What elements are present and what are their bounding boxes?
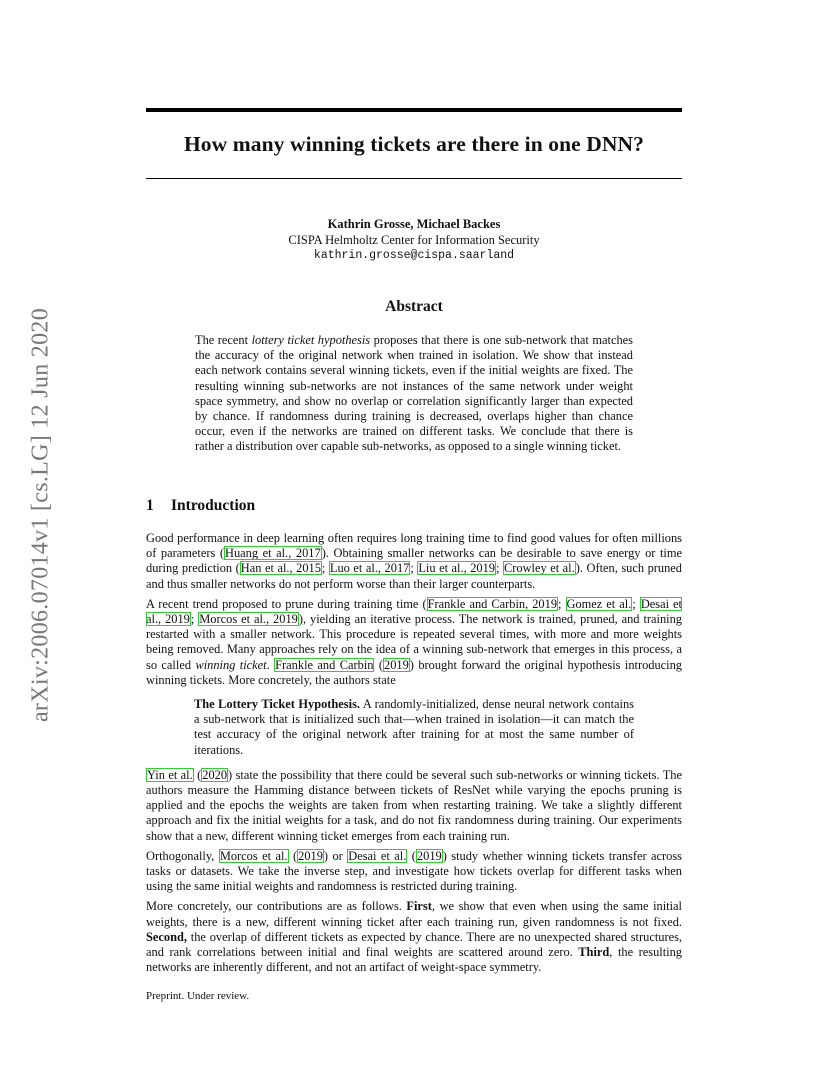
paragraph-1 (146, 531, 682, 592)
paragraph-2 (146, 597, 682, 688)
text: ; (558, 596, 566, 611)
paragraph-4 (146, 849, 682, 895)
text: ) or (323, 848, 348, 863)
text: ) study whether winning tickets transfer across tasks or datasets. We take the inverse step, and investigate how tickets overlap for different tasks when using the same initial weights and randomness is restricted during training. (146, 848, 683, 894)
footer-note: Preprint. Under review. (146, 990, 250, 1002)
abstract-text (195, 333, 633, 455)
citation-link[interactable]: Yin et al. (147, 767, 193, 782)
text: ; (321, 561, 329, 576)
citation-link[interactable]: Han et al., 2015 (240, 561, 321, 576)
text: ). Obtaining smaller networks can be desirable to save energy or time during prediction ( (146, 546, 683, 576)
citation-link[interactable]: Gomez et al. (566, 596, 632, 611)
citation-link[interactable]: Liu et al., 2019 (418, 561, 496, 576)
text: ), yielding an iterative process. The network is trained, pruned, and training restarted with a smaller network. This procedure is repeated several times, with more and more weights being removed. Many approaches rely on the idea of a winning sub-network that emerges in this process, a so called (146, 612, 682, 672)
bold-text: Third (578, 945, 610, 960)
abstract-part: proposes that there is one sub-network that matches the accuracy of the original network when trained in isolation. We show that instead each network contains several winning tickets, even if the initial weights are fixed. The resulting winning sub-networks are not instances of the same network under weight space symmetry, and show no overlap or correlation significantly larger than expected by chance. If randomness during training is decreased, overlaps higher than chance occur, even if the networks are trained on different tasks. We conclude that there is rather a distribution over capable sub-networks, as opposed to a single winning ticket. (195, 333, 633, 454)
author-names: Kathrin Grosse, Michael Backes (327, 217, 501, 231)
arxiv-identifier: arXiv:2006.07014v1 [cs.LG] 12 Jun 2020 (27, 307, 54, 723)
citation-link[interactable]: Luo et al., 2017 (329, 561, 410, 576)
author-block (146, 216, 682, 264)
bold-text: First (406, 899, 432, 914)
text: ; (190, 612, 199, 627)
citation-link[interactable]: Morcos et al., 2019 (199, 612, 298, 627)
text: ( (193, 767, 202, 782)
author-affiliation: CISPA Helmholtz Center for Information Security (288, 233, 540, 247)
quote-text: A randomly-initialized, dense neural network contains a sub-network that is initialized such that—when trained in isolation—it can match the test accuracy of the original network after training for at most the same number of iterations. (194, 697, 634, 757)
text: ). Often, such pruned and thus smaller networks do not perform worse than their larger counterparts. (146, 561, 682, 591)
title-top-rule (146, 108, 682, 112)
citation-link[interactable]: 2019 (416, 848, 442, 863)
abstract-emphasis: lottery ticket hypothesis (251, 333, 371, 347)
citation-link[interactable]: Frankle and Carbin, 2019 (427, 596, 558, 611)
paragraph-5 (146, 899, 682, 975)
bold-text: Second, (146, 929, 187, 944)
emphasis: winning ticket (195, 657, 267, 672)
text: ) brought forward the original hypothesis introducing winning tickets. More concretely, the authors state (146, 657, 683, 687)
citation-link[interactable]: Desai et al. (348, 848, 407, 863)
text: ; (632, 596, 640, 611)
title-bottom-rule (146, 178, 682, 179)
citation-link[interactable]: 2019 (384, 657, 409, 672)
text: More concretely, our contributions are as follows. (146, 899, 407, 914)
citation-link[interactable]: Desai et al., 2019 (146, 596, 682, 627)
paper-title: How many winning tickets are there in one DNN? (183, 132, 645, 156)
text: ; (496, 561, 503, 576)
arxiv-sidebar-stamp (26, 280, 56, 750)
text: ) state the possibility that there could be several such sub-networks or winning tickets. The authors measure the Hamming distance between tickets of ResNet while varying the epochs pruning is applied and the epochs the weights are taken from when restarting training. We take a slightly different approach and fix the initial weights for a task, and do not fix randomness during training. Our experiments show that a new, different winning ticket emerges from each training run. (146, 767, 682, 843)
text: , we show that even when using the same initial weights, there is a new, different winning ticket after each training run, given randomness is not fixed. (146, 899, 682, 929)
abstract-heading: Abstract (385, 298, 443, 315)
section-title: Introduction (171, 497, 256, 514)
section-heading (146, 497, 255, 515)
text: Orthogonally, (146, 848, 219, 863)
paragraph-3 (146, 768, 682, 844)
text: ( (374, 657, 384, 672)
quote-heading: The Lottery Ticket Hypothesis. (194, 697, 360, 712)
citation-link[interactable]: 2019 (298, 848, 323, 863)
citation-link[interactable]: Morcos et al. (219, 848, 288, 863)
hypothesis-quote (194, 697, 634, 758)
text: . (266, 657, 275, 672)
text: ( (407, 848, 416, 863)
abstract-part: The recent (195, 333, 252, 347)
citation-link[interactable]: 2020 (202, 767, 228, 782)
citation-link[interactable]: Frankle and Carbin (275, 657, 374, 672)
text: the overlap of different tickets as expected by chance. There are no unexpected shared structures, and rank correlations between initial and final weights are scattered around zero. (146, 929, 682, 960)
body-text (146, 531, 682, 980)
text: ( (288, 848, 298, 863)
text: Good performance in deep learning often requires long training time to find good values for often millions of parameters ( (146, 531, 682, 561)
text: A recent trend proposed to prune during training time ( (146, 596, 427, 611)
section-number: 1 (146, 497, 154, 514)
text: ; (410, 561, 418, 576)
author-email: kathrin.grosse@cispa.saarland (313, 249, 515, 262)
citation-link[interactable]: Crowley et al. (504, 561, 575, 576)
citation-link[interactable]: Huang et al., 2017 (225, 546, 321, 561)
text: , the resulting networks are inherently different, and not an artifact of weight-space symmetry. (146, 945, 682, 975)
